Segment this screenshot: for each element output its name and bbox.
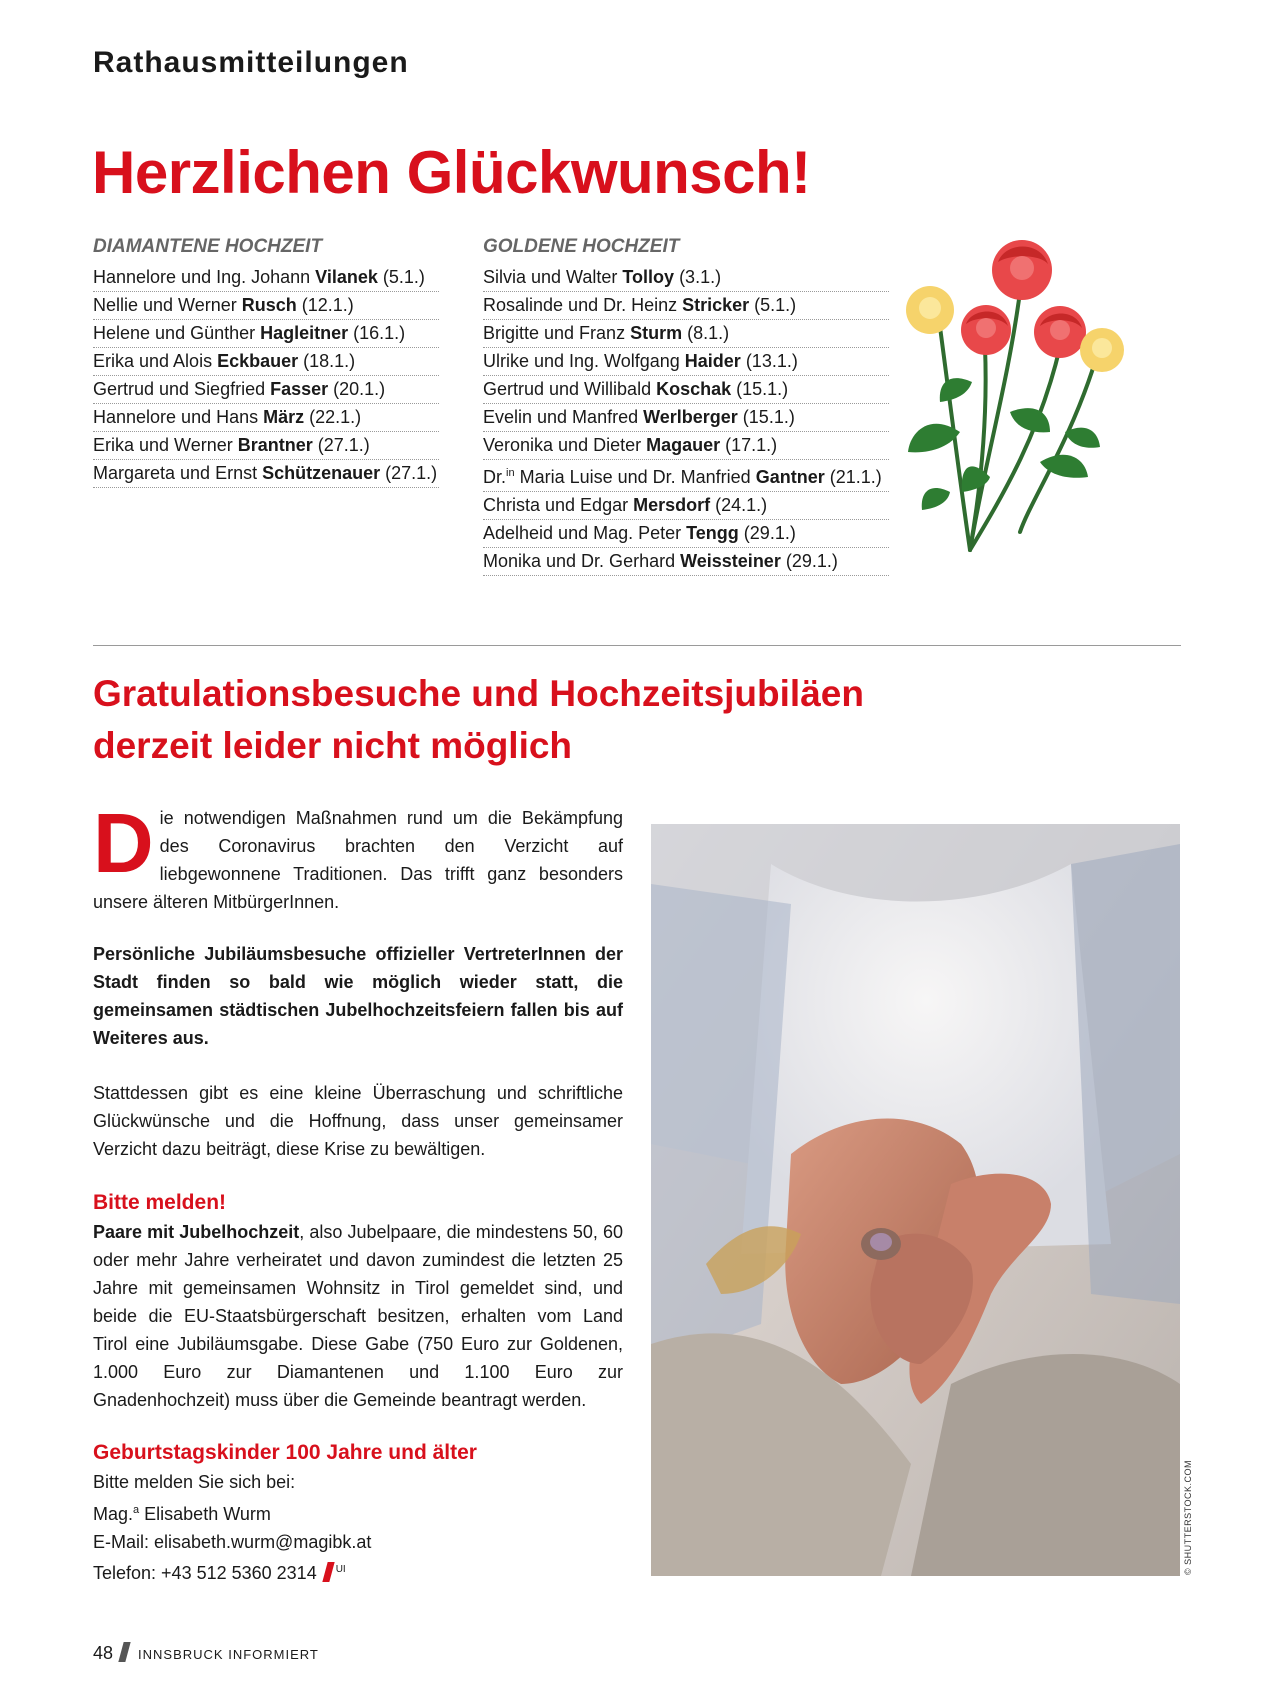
article-paragraph-2: Persönliche Jubiläumsbesuche offizieller VertreterInnen der Stadt finden so bald wie möglich wieder statt, die gemeinsamen städtischen Jubelhochzeitsfeiern fallen bis auf Weiteres aus. — [93, 944, 623, 1048]
couple-entry — [483, 292, 889, 320]
couple-first-names: Nellie und Werner — [93, 295, 242, 315]
couple-first-names: Ulrike und Ing. Wolfgang — [483, 351, 685, 371]
article-paragraph-3: Stattdessen gibt es eine kleine Überraschung und schriftliche Glückwünsche und die Hoffnung, dass unser gemeinsamer Verzicht dazu beiträgt, diese Krise zu bewältigen. — [93, 1083, 623, 1159]
anniversary-date: (24.1.) — [710, 495, 768, 515]
couple-entry — [483, 320, 889, 348]
couple-first-names: Gertrud und Willibald — [483, 379, 657, 399]
golden-column — [483, 236, 889, 576]
couple-surname: Werlberger — [643, 407, 738, 427]
article-bitte-melden — [93, 1188, 623, 1414]
contact-intro: Bitte melden Sie sich bei: — [93, 1472, 296, 1492]
page-title: Herzlichen Glückwunsch! — [92, 139, 811, 206]
couple-entry — [93, 432, 439, 460]
footer-slash — [118, 1642, 130, 1662]
page-footer — [93, 1642, 319, 1664]
author-initials: UI — [335, 1564, 346, 1575]
red-rose-top — [992, 240, 1052, 300]
jubelhochzeit-rest: , also Jubelpaare, die mindestens 50, 60 oder mehr Jahre verheiratet und davon zumindest die letzten 25 Jahre mit gemeinsamen Wohnsitz in Tirol gemeldet sind, und beide die EU-Staatsbürgerschaft besitzen, erhalten vom Land Tirol eine Jubiläumsgabe. Diese Gabe (750 Euro zur Goldenen, 1.000 Euro zur Diamantenen und 1.100 Euro zur Gnadenhochzeit) muss über die Gemeinde beantragt werden. — [93, 1222, 623, 1410]
couple-first-names: Evelin und Manfred — [483, 407, 644, 427]
couple-entry — [93, 376, 439, 404]
paragraph-1-text: ie notwendigen Maßnahmen rund um die Bekämpfung des Coronavirus brachten den Verzicht auf liebgewonnene Traditionen. Das trifft ganz besonders unsere älteren MitbürgerInnen. — [93, 808, 623, 912]
golden-list — [483, 264, 889, 576]
couple-surname: Gantner — [755, 467, 825, 487]
couple-first-names: Helene und Günther — [93, 323, 261, 343]
couple-surname: März — [263, 407, 305, 427]
couple-surname: Rusch — [241, 295, 297, 315]
couple-first-names: Gertrud und Siegfried — [93, 379, 271, 399]
couple-surname: Eckbauer — [217, 351, 299, 371]
jubelhochzeit-bold: Paare mit Jubelhochzeit — [93, 1222, 300, 1242]
geburtstag-heading: Geburtstagskinder 100 Jahre und älter — [93, 1441, 477, 1464]
anniversary-date: (3.1.) — [674, 267, 722, 287]
anniversary-date: (12.1.) — [296, 295, 354, 315]
author-mark — [322, 1562, 334, 1582]
bitte-melden-text — [93, 1218, 623, 1414]
contact-phone — [93, 1556, 623, 1587]
couple-entry — [483, 432, 889, 460]
couple-surname: Mersdorf — [633, 495, 711, 515]
article-title-line2: derzeit leider nicht möglich — [93, 725, 573, 766]
article-title-line1: Gratulationsbesuche und Hochzeitsjubiläen — [93, 673, 864, 714]
anniversary-date: (20.1.) — [328, 379, 386, 399]
couple-first-names: Hannelore und Hans — [93, 407, 264, 427]
anniversary-date: (27.1.) — [312, 435, 370, 455]
couple-entry — [483, 520, 889, 548]
couple-first-names: Veronika und Dieter — [483, 435, 647, 455]
couple-surname: Hagleitner — [260, 323, 349, 343]
couple-entry — [93, 348, 439, 376]
article-title — [93, 668, 993, 772]
anniversary-date: (15.1.) — [737, 407, 795, 427]
section-divider — [93, 645, 1181, 646]
couple-surname: Tolloy — [622, 267, 675, 287]
couple-first-names: Rosalinde und Dr. Heinz — [483, 295, 683, 315]
diamond-heading: DIAMANTENE HOCHZEIT — [93, 236, 323, 257]
couple-entry — [483, 492, 889, 520]
couple-entry — [483, 548, 889, 576]
contact-name-rest: Elisabeth Wurm — [139, 1504, 271, 1524]
couple-entry — [483, 348, 889, 376]
page-number: 48 — [93, 1643, 114, 1663]
couple-surname: Schützenauer — [262, 463, 381, 483]
couple-surname: Fasser — [270, 379, 329, 399]
anniversary-date: (5.1.) — [749, 295, 797, 315]
anniversary-date: (16.1.) — [348, 323, 406, 343]
dropcap: D — [93, 796, 154, 890]
couple-surname: Haider — [684, 351, 741, 371]
couple-entry — [483, 376, 889, 404]
couple-entry — [93, 292, 439, 320]
section-label: Rathausmitteilungen — [93, 46, 409, 79]
couple-first-names: Adelheid und Mag. Peter — [483, 523, 687, 543]
anniversary-date: (8.1.) — [682, 323, 730, 343]
anniversary-date: (27.1.) — [380, 463, 438, 483]
couple-first-names: Christa und Edgar — [483, 495, 634, 515]
anniversary-date: (29.1.) — [780, 551, 838, 571]
publication-name: INNSBRUCK INFORMIERT — [138, 1647, 319, 1662]
couple-first-names: Silvia und Walter — [483, 267, 623, 287]
couple-surname: Stricker — [682, 295, 750, 315]
couple-surname: Brantner — [237, 435, 313, 455]
article-contact — [93, 1438, 623, 1587]
couple-entry — [93, 320, 439, 348]
hands-photo — [651, 824, 1180, 1576]
couple-first-names: Brigitte und Franz — [483, 323, 631, 343]
anniversary-date: (18.1.) — [298, 351, 356, 371]
diamond-list — [93, 264, 439, 488]
anniversary-date: (15.1.) — [731, 379, 789, 399]
contact-phone-text: Telefon: +43 512 5360 2314 — [93, 1563, 317, 1583]
couple-first-names: Erika und Werner — [93, 435, 238, 455]
anniversary-date: (29.1.) — [738, 523, 796, 543]
couple-surname: Koschak — [656, 379, 732, 399]
red-rose-left — [961, 305, 1011, 355]
contact-name-title: Mag. — [93, 1504, 134, 1524]
anniversary-date: (22.1.) — [304, 407, 362, 427]
couple-surname: Sturm — [630, 323, 683, 343]
couple-entry — [483, 404, 889, 432]
title-sup: in — [506, 467, 515, 479]
anniversary-date: (17.1.) — [720, 435, 778, 455]
couple-first-names: Monika und Dr. Gerhard — [483, 551, 681, 571]
anniversary-date: (13.1.) — [740, 351, 798, 371]
anniversary-date: (5.1.) — [377, 267, 425, 287]
couple-first-names: Erika und Alois — [93, 351, 218, 371]
article-paragraph-1 — [93, 796, 623, 916]
contact-name-sup: a — [133, 1504, 140, 1516]
couple-surname: Magauer — [646, 435, 721, 455]
diamond-column — [93, 236, 439, 488]
couple-first-names: Hannelore und Ing. Johann — [93, 267, 316, 287]
contact-email[interactable]: E-Mail: elisabeth.wurm@magibk.at — [93, 1532, 372, 1552]
couple-entry — [483, 460, 889, 492]
photo-credit: © SHUTTERSTOCK.COM — [1183, 1460, 1193, 1575]
couple-surname: Vilanek — [315, 267, 378, 287]
couple-entry — [93, 460, 439, 488]
couple-surname: Tengg — [686, 523, 739, 543]
couple-entry — [93, 264, 439, 292]
couple-surname: Weissteiner — [680, 551, 781, 571]
couple-first-names: Dr. — [483, 467, 507, 487]
anniversary-date: (21.1.) — [824, 467, 882, 487]
roses-illustration — [890, 232, 1130, 557]
yellow-rose-left — [906, 286, 954, 334]
couple-first-names-cont: Maria Luise und Dr. Manfried — [514, 467, 756, 487]
couple-entry — [483, 264, 889, 292]
couple-first-names: Margareta und Ernst — [93, 463, 263, 483]
bitte-melden-heading: Bitte melden! — [93, 1191, 227, 1214]
couple-entry — [93, 404, 439, 432]
yellow-rose-right — [1080, 328, 1124, 372]
golden-heading: GOLDENE HOCHZEIT — [483, 236, 680, 257]
red-rose-right — [1034, 306, 1086, 358]
contact-name — [93, 1496, 623, 1528]
